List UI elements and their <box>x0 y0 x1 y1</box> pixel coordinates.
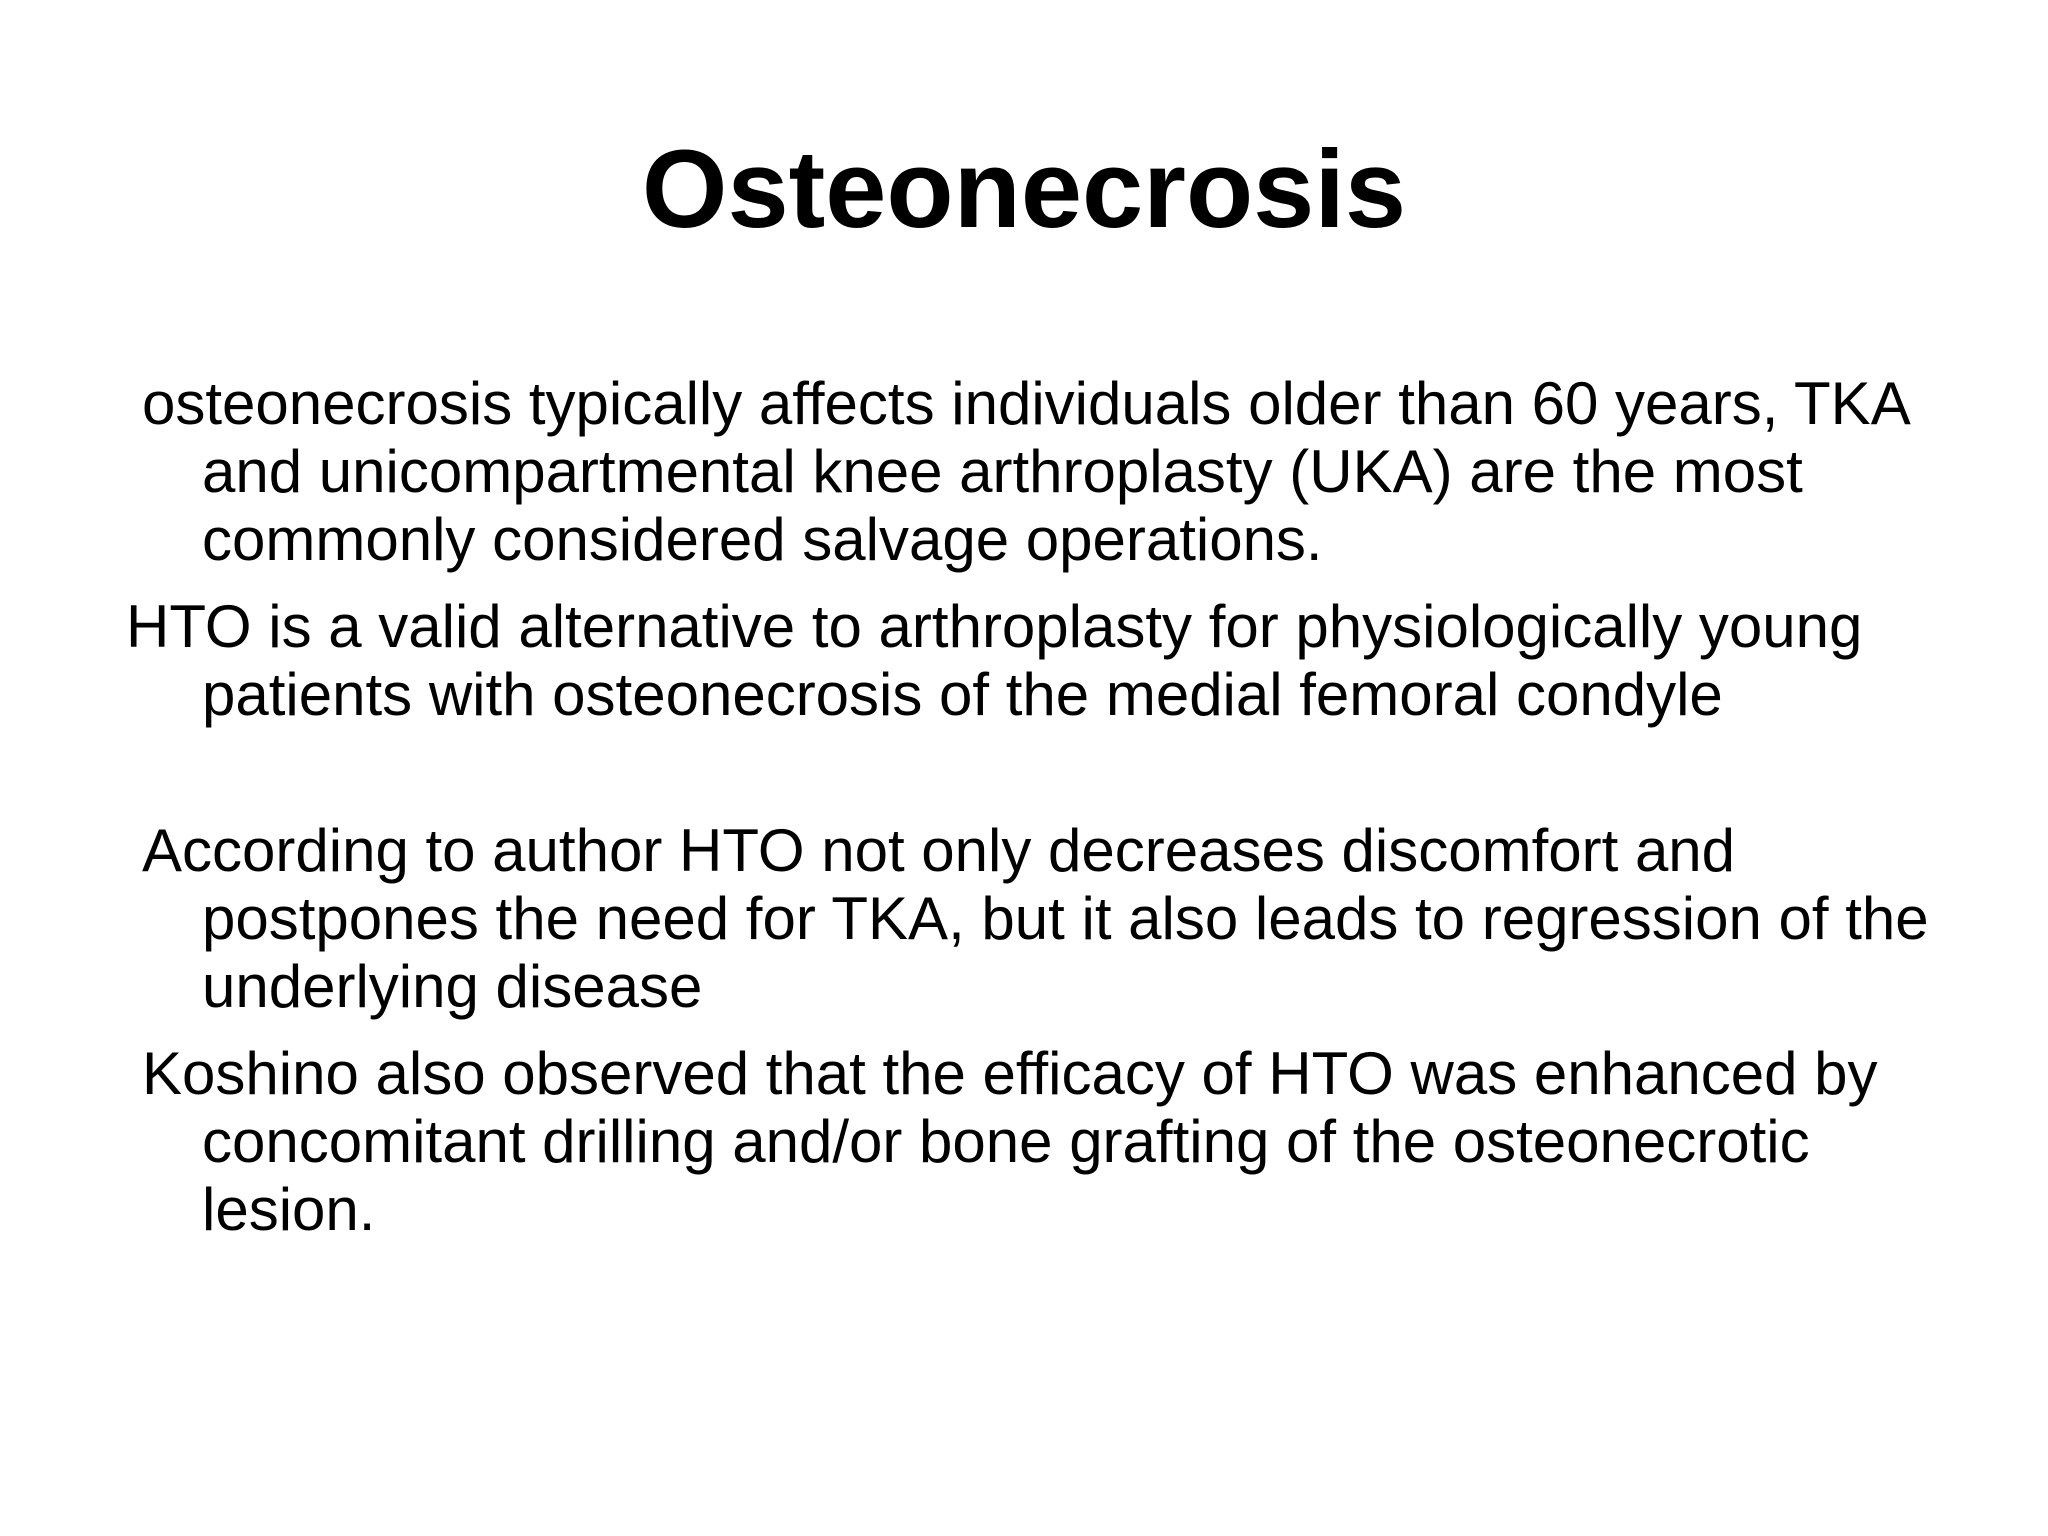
paragraph-hto-alternative: HTO is a valid alternative to arthroplasty for physiologically young patients with osteonecrosis of the medial femoral condyle <box>126 593 1863 728</box>
paragraph-osteonecrosis-age: osteonecrosis typically affects individuals older than 60 years, TKA and unicompartmental knee arthroplasty (UKA) are the most commonly considered salvage operations. <box>142 370 1908 573</box>
paragraph-koshino-observation: Koshino also observed that the efficacy of HTO was enhanced by concomitant drilling and/or bone grafting of the osteonecrotic lesion. <box>142 1040 1878 1243</box>
paragraph-hto-benefits: According to author HTO not only decreases discomfort and postpones the need for TKA, but it also leads to regression of the underlying disease <box>142 817 1929 1020</box>
slide-title: Osteonecrosis <box>641 128 1407 251</box>
